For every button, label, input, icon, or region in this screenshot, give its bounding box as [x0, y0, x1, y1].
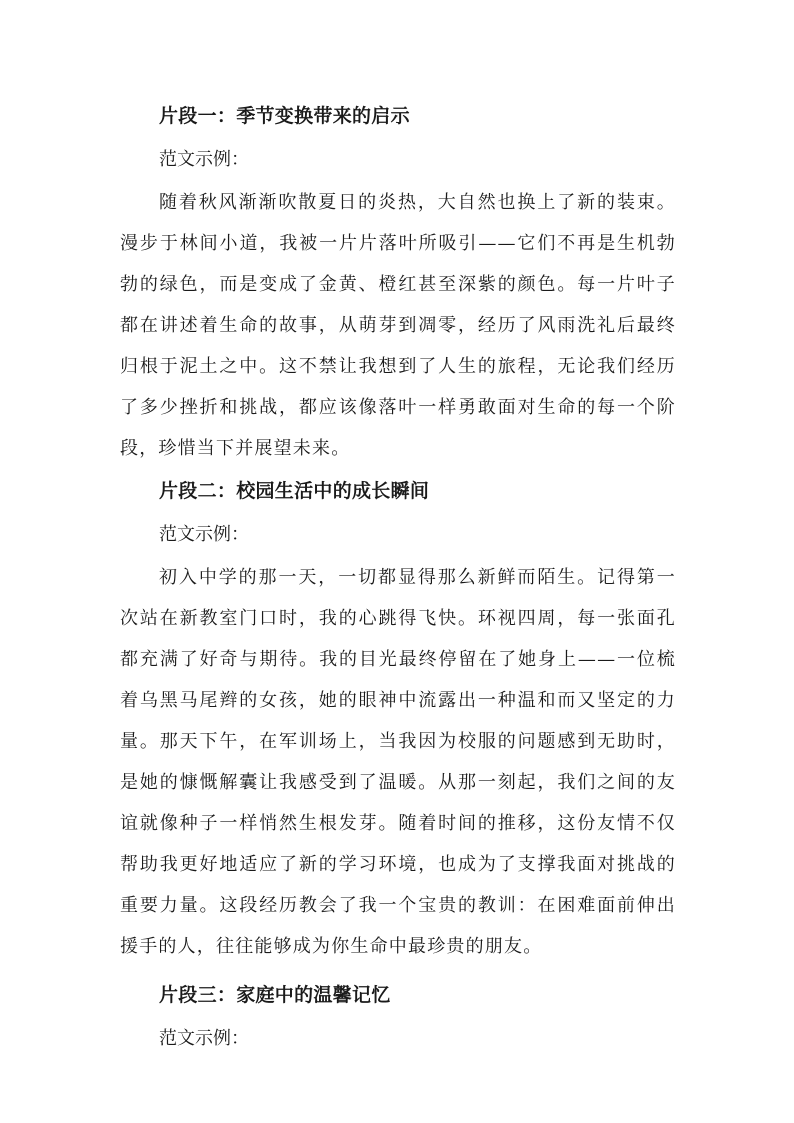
section-paragraph: 初入中学的那一天，一切都显得那么新鲜而陌生。记得第一次站在新教室门口时，我的心跳得飞快。环视四周，每一张面孔都充满了好奇与期待。我的目光最终停留在了她身上——一位梳着乌黑马尾辫的女孩，她的眼神中流露出一种温和而又坚定的力量。那天下午，在军训场上，当我因为校服的问题感到无助时，是她的慷慨解囊让我感受到了温暖。从那一刻起，我们之间的友谊就像种子一样悄然生根发芽。随着时间的推移，这份友情不仅帮助我更好地适应了新的学习环境，也成为了支撑我面对挑战的重要力量。这段经历教会了我一个宝贵的教训：在困难面前伸出援手的人，往往能够成为你生命中最珍贵的朋友。 [120, 567, 676, 957]
section-2 [120, 469, 676, 967]
document-body [120, 94, 676, 1061]
section-heading: 片段一：季节变换带来的启示 [159, 105, 410, 127]
section-paragraph: 随着秋风渐渐吹散夏日的炎热，大自然也换上了新的装束。漫步于林间小道，我被一片片落叶所吸引——它们不再是生机勃勃的绿色，而是变成了金黄、橙红甚至深紫的颜色。每一片叶子都在讲述着生命的故事，从萌芽到凋零，经历了风雨洗礼后最终归根于泥土之中。这不禁让我想到了人生的旅程，无论我们经历了多少挫折和挑战，都应该像落叶一样勇敢面对生命的每一个阶段，珍惜当下并展望未来。 [120, 192, 676, 459]
section-heading: 片段二：校园生活中的成长瞬间 [159, 480, 430, 502]
example-label: 范文示例： [159, 524, 249, 545]
section-3 [120, 973, 676, 1061]
example-label: 范文示例： [159, 149, 249, 170]
section-1 [120, 94, 676, 469]
example-label: 范文示例： [159, 1028, 249, 1049]
section-heading: 片段三：家庭中的温馨记忆 [159, 984, 391, 1006]
